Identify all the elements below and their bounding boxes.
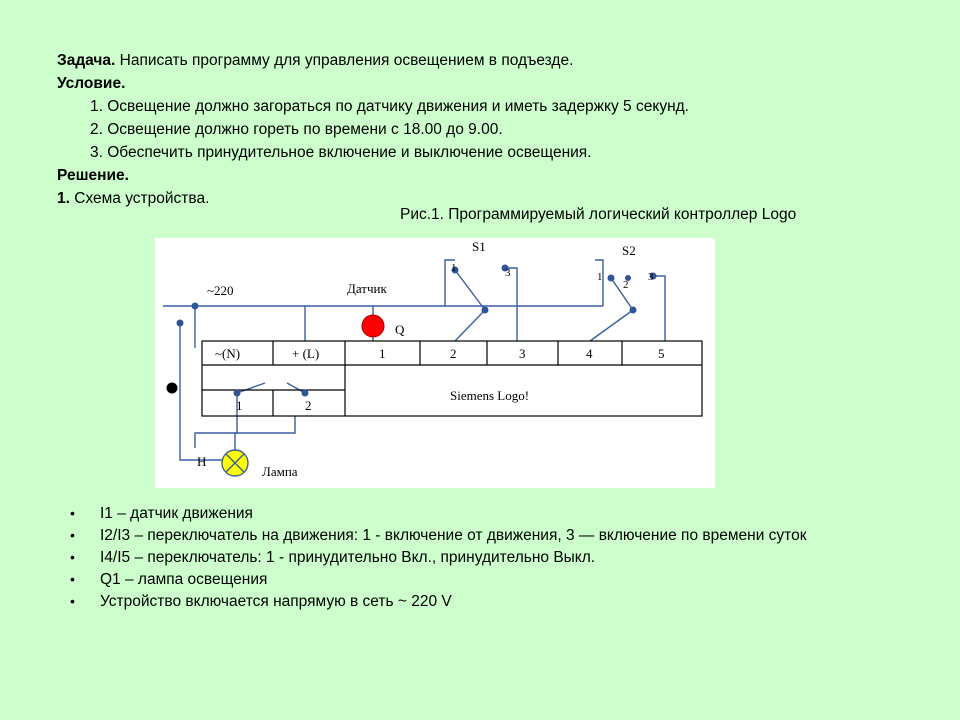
output-2-wire [195, 416, 295, 448]
node [630, 307, 637, 314]
output-contact-1 [237, 383, 265, 393]
terminal-i3: 3 [519, 346, 526, 361]
output-1-label: 1 [236, 398, 243, 413]
supply-label: ~220 [207, 283, 234, 298]
s1-to-i2 [455, 310, 485, 341]
s2-pos3-wire [653, 276, 665, 341]
condition-item: 3. Обеспечить принудительное включение и выключение освещения. [90, 144, 592, 161]
terminal-i5: 5 [658, 346, 665, 361]
node [234, 390, 241, 397]
q-label: Q [395, 322, 405, 337]
controller-label: Siemens Logo! [450, 388, 530, 403]
sensor-icon [362, 315, 384, 337]
task-text [57, 49, 917, 210]
node [302, 390, 309, 397]
node [608, 275, 615, 282]
lamp-icon [222, 450, 248, 476]
s2-to-i4 [590, 310, 633, 341]
s2-supply [595, 260, 603, 306]
s2-pos2: 2 [623, 279, 629, 291]
s2-pos3: 3 [648, 271, 654, 283]
s1-label: S1 [472, 239, 486, 254]
list-item: • I4/I5 – переключатель: 1 - принудительно Вкл., принудительно Выкл. [70, 547, 850, 569]
nodes [177, 265, 657, 397]
task-title: Задача. Написать программу для управления освещением в подъезде. [57, 52, 574, 69]
legend-list [70, 503, 850, 613]
wires [163, 260, 665, 475]
condition-label: Условие. [57, 75, 126, 92]
s2-label: S2 [622, 243, 636, 258]
wiring-diagram [155, 238, 715, 488]
output-2-label: 2 [305, 398, 312, 413]
figure-caption: Рис.1. Программируемый логический контроллер Logo [400, 206, 797, 223]
s1-lever [455, 270, 485, 310]
terminal-i1: 1 [379, 346, 386, 361]
terminal-i2: 2 [450, 346, 457, 361]
s1-pos1: 1 [451, 262, 457, 274]
wiring-diagram-svg [155, 238, 715, 488]
s2-pos1: 1 [597, 271, 603, 283]
list-item: • Устройство включается напрямую в сеть ~ 220 V [70, 591, 850, 613]
sensor-label: Датчик [347, 281, 387, 296]
solution-step: 1. Схема устройства. [57, 190, 210, 207]
ground-node [167, 383, 178, 394]
node [192, 303, 199, 310]
s1-pos3: 3 [505, 267, 511, 279]
node [177, 320, 184, 327]
terminal-i4: 4 [586, 346, 593, 361]
list-item: • I2/I3 – переключатель на движения: 1 - включение от движения, 3 — включение по времени суток [70, 525, 850, 547]
condition-item: 2. Освещение должно гореть по времени с 18.00 до 9.00. [90, 121, 503, 138]
diagram-labels [197, 239, 665, 479]
terminal-l: + (L) [292, 346, 320, 361]
h-label: Н [197, 454, 207, 469]
condition-item: 1. Освещение должно загораться по датчику движения и иметь задержку 5 секунд. [90, 98, 689, 115]
list-item: • I1 – датчик движения [70, 503, 850, 525]
lamp-label: Лампа [262, 464, 298, 479]
node [482, 307, 489, 314]
s2-lever [611, 278, 633, 310]
list-item: • Q1 – лампа освещения [70, 569, 850, 591]
solution-label: Решение. [57, 167, 129, 184]
terminal-n: ~(N) [215, 346, 241, 361]
